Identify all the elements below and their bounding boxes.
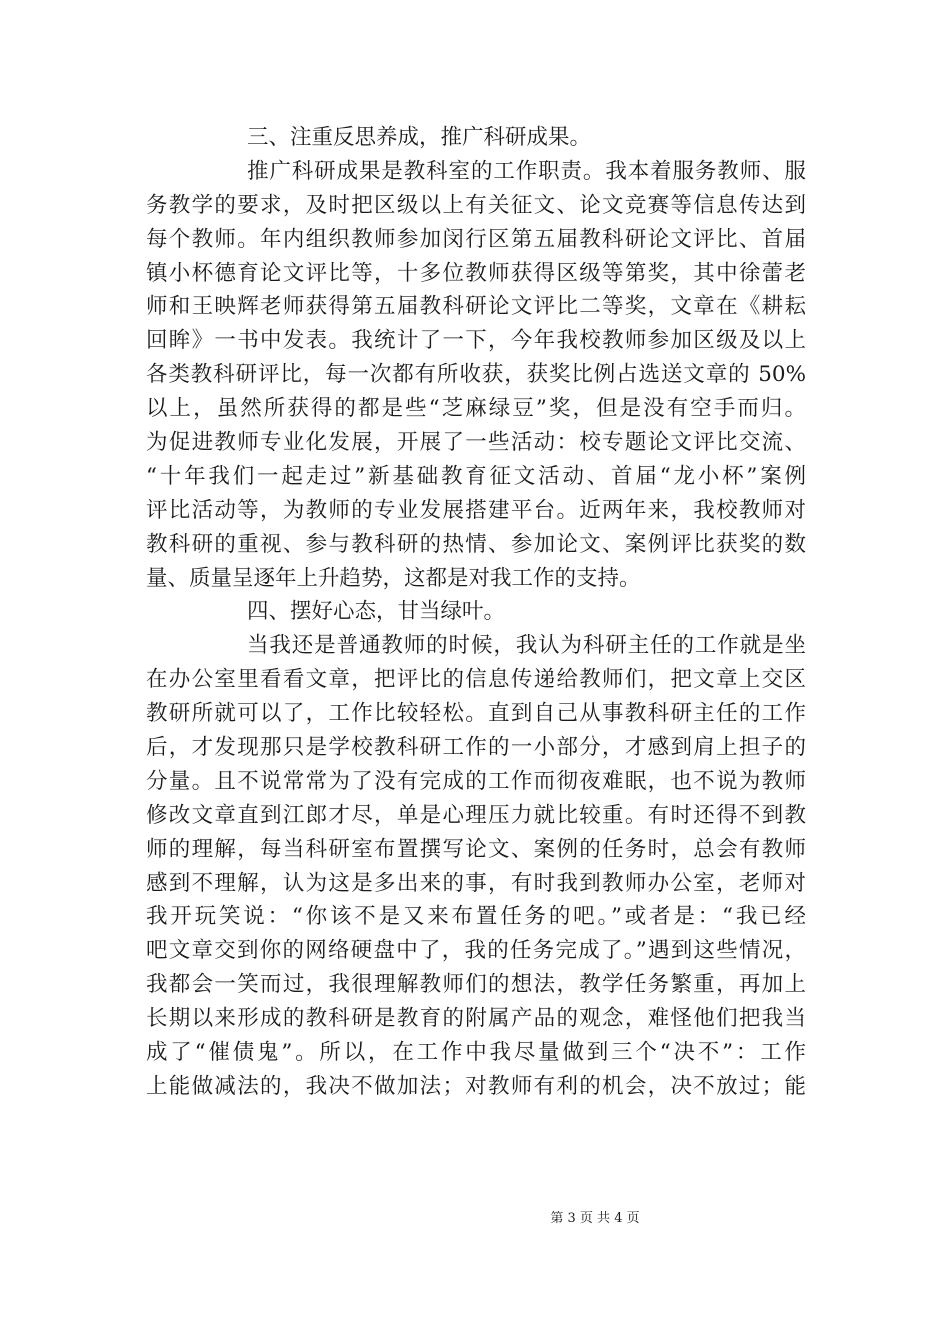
paragraph-line: 当我还是普通教师的时候，我认为科研主任的工作就是坐 — [247, 633, 806, 659]
paragraph-line: 分量。且不说常常为了没有完成的工作而彻夜难眠，也不说为教师 — [146, 768, 806, 794]
paragraph-line: 上能做减法的，我决不做加法；对教师有利的机会，决不放过；能 — [146, 1073, 806, 1099]
paragraph-line: 我都会一笑而过，我很理解教师们的想法，教学任务繁重，再加上 — [146, 972, 806, 998]
paragraph-line: 评比活动等，为教师的专业发展搭建平台。近两年来，我校教师对 — [146, 497, 806, 523]
paragraph-line: 推广科研成果是教科室的工作职责。我本着服务教师、服 — [247, 158, 806, 184]
section-heading-3: 三、注重反思养成，推广科研成果。 — [247, 125, 592, 150]
paragraph-line: 各类教科研评比，每一次都有所收获，获奖比例占选送文章的 50% — [146, 362, 806, 388]
paragraph-line: 师和王映辉老师获得第五届教科研论文评比二等奖，文章在《耕耘 — [146, 294, 806, 320]
paragraph-line: 感到不理解，认为这是多出来的事，有时我到教师办公室，老师对 — [146, 870, 806, 896]
paragraph-line: 量、质量呈逐年上升趋势，这都是对我工作的支持。 — [146, 565, 641, 591]
paragraph-line: 为促进教师专业化发展，开展了一些活动：校专题论文评比交流、 — [146, 430, 806, 456]
paragraph-line: 以上，虽然所获得的都是些“芝麻绿豆”奖，但是没有空手而归。 — [146, 396, 806, 422]
paragraph-line: “十年我们一起走过”新基础教育征文活动、首届“龙小杯”案例 — [146, 463, 806, 489]
paragraph-line: 后，才发现那只是学校教科研工作的一小部分，才感到肩上担子的 — [146, 735, 806, 761]
paragraph-line: 每个教师。年内组织教师参加闵行区第五届教科研论文评比、首届 — [146, 226, 806, 252]
paragraph-line: 在办公室里看看文章，把评比的信息传递给教师们，把文章上交区 — [146, 667, 806, 693]
paragraph-line: 长期以来形成的教科研是教育的附属产品的观念，难怪他们把我当 — [146, 1006, 806, 1032]
paragraph-line: 教科研的重视、参与教科研的热情、参加论文、案例评比获奖的数 — [146, 531, 806, 557]
paragraph-line: 修改文章直到江郎才尽，单是心理压力就比较重。有时还得不到教 — [146, 802, 806, 828]
paragraph-line: 务教学的要求，及时把区级以上有关征文、论文竞赛等信息传达到 — [146, 192, 806, 218]
paragraph-line: 教研所就可以了，工作比较轻松。直到自己从事教科研主任的工作 — [146, 701, 806, 727]
paragraph-line: 镇小杯德育论文评比等，十多位教师获得区级等第奖，其中徐蕾老 — [146, 260, 806, 286]
page-number-footer: 第 3 页 共 4 页 — [550, 1211, 640, 1226]
paragraph-line: 吧文章交到你的网络硬盘中了，我的任务完成了。”遇到这些情况， — [146, 938, 806, 964]
body-text — [146, 121, 806, 1104]
section-heading-4: 四、摆好心态，甘当绿叶。 — [247, 599, 506, 625]
paragraph-line: 师的理解，每当科研室布置撰写论文、案例的任务时，总会有教师 — [146, 836, 806, 862]
paragraph-line: 成了“催债鬼”。所以，在工作中我尽量做到三个“决不”：工作 — [146, 1040, 806, 1066]
paragraph-line: 我开玩笑说：“你该不是又来布置任务的吧。”或者是：“我已经 — [146, 904, 806, 930]
paragraph-line: 回眸》一书中发表。我统计了一下，今年我校教师参加区级及以上 — [146, 328, 806, 354]
